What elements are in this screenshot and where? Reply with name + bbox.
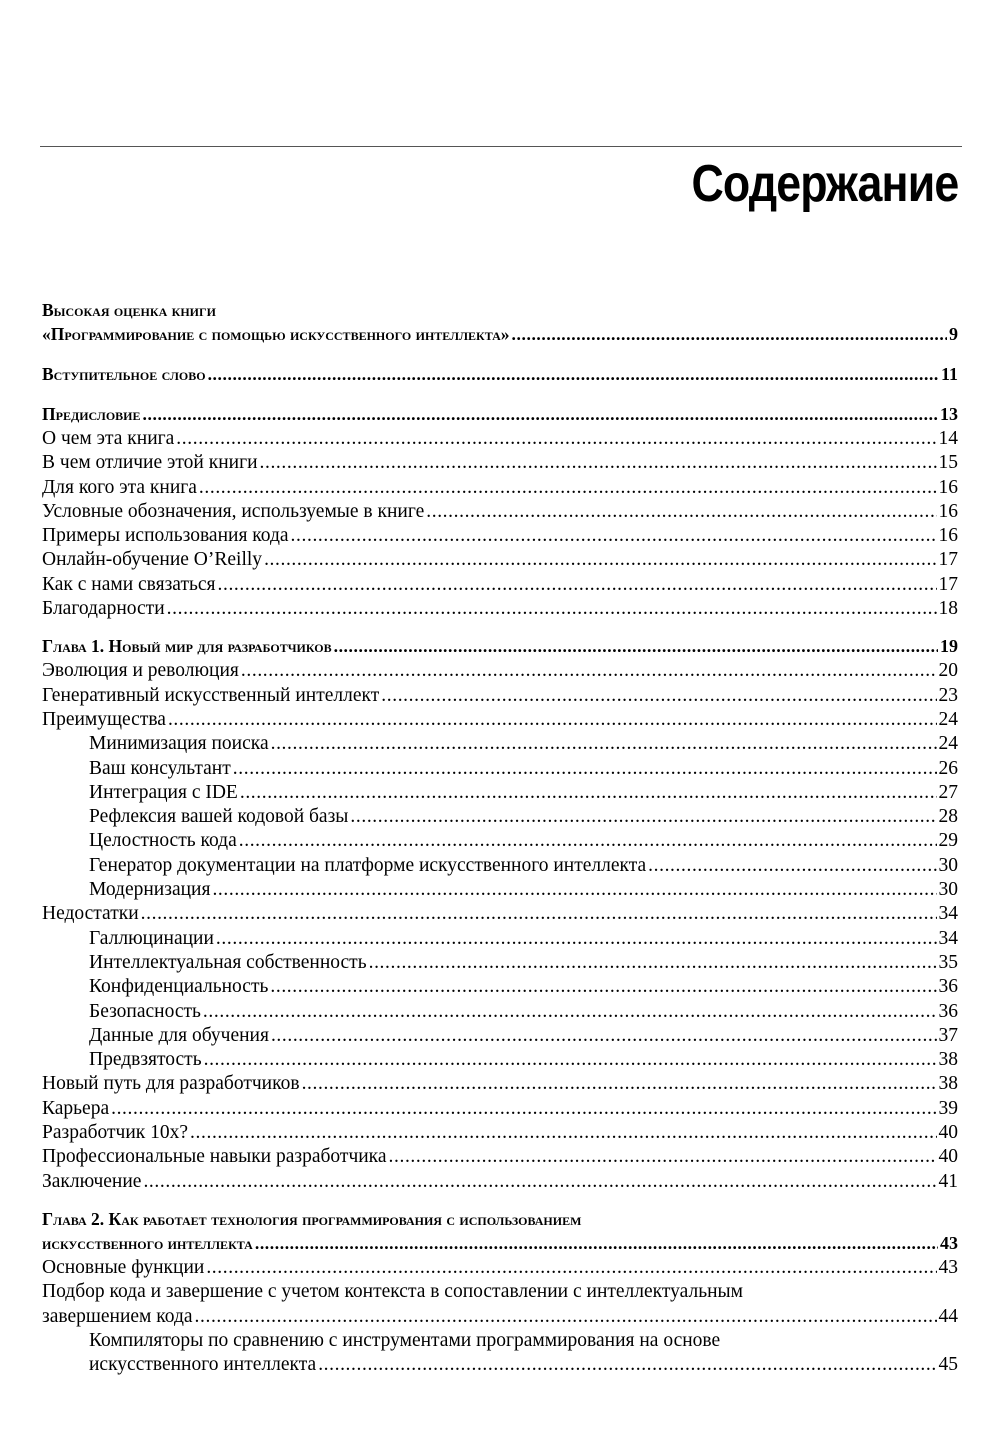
toc-subentry[interactable] <box>42 975 958 999</box>
dot-leader <box>239 829 937 853</box>
toc-entry-label: «Программирование с помощью искусственного интеллекта» <box>42 324 510 344</box>
toc-entry[interactable] <box>42 1170 958 1194</box>
toc-entry-label: искусственного интеллекта <box>42 1232 253 1253</box>
dot-leader <box>241 659 937 683</box>
toc-entry-label: Благодарности <box>42 598 165 620</box>
toc-entry-chapter-2-line1[interactable] <box>42 1207 958 1231</box>
toc-subentry[interactable] <box>42 829 958 853</box>
toc-subentry[interactable] <box>42 927 958 951</box>
toc-entry-label: Преимущества <box>42 708 166 730</box>
toc-subentry[interactable] <box>42 854 958 878</box>
toc-entry-label: Минимизация поиска <box>89 733 269 755</box>
toc-entry-label: В чем отличие этой книги <box>42 452 258 474</box>
toc-page-number: 16 <box>938 476 958 498</box>
toc-entry[interactable] <box>42 524 958 548</box>
toc-page-number: 30 <box>938 879 958 901</box>
toc-page-number: 37 <box>938 1024 958 1046</box>
toc-entry[interactable] <box>42 659 958 683</box>
toc-page-number: 44 <box>938 1305 958 1327</box>
toc-page-number: 38 <box>938 1049 958 1071</box>
dot-leader <box>264 548 936 572</box>
toc-entry-label: искусственного интеллекта <box>89 1354 317 1376</box>
dot-leader <box>111 1097 936 1121</box>
toc-entry-label: О чем эта книга <box>42 428 175 449</box>
dot-leader <box>426 500 936 524</box>
toc-entry[interactable] <box>42 1097 958 1121</box>
toc-entry-label: Для кого эта книга <box>42 476 197 498</box>
dot-leader <box>204 1048 937 1072</box>
toc-entry-label: Рефлексия вашей кодовой базы <box>89 806 349 828</box>
toc-entry[interactable] <box>42 1256 958 1280</box>
toc-subentry-line1[interactable] <box>42 1329 958 1353</box>
toc-entry-label: Эволюция и революция <box>42 660 239 682</box>
toc-entry-label: Генеративный искусственный интеллект <box>42 684 380 706</box>
dot-leader <box>168 708 937 732</box>
toc-entry-label: Модернизация <box>89 879 211 901</box>
dot-leader <box>206 1256 936 1280</box>
toc-page-number: 41 <box>938 1170 958 1192</box>
toc-entry[interactable] <box>42 573 958 597</box>
toc-subentry[interactable] <box>42 1024 958 1048</box>
dot-leader <box>255 1231 938 1256</box>
toc-entry-label: Заключение <box>42 1170 142 1192</box>
toc-page-number: 14 <box>938 428 958 449</box>
toc-page-number: 36 <box>938 1000 958 1022</box>
dot-leader <box>381 684 936 708</box>
toc-entry-label: Компиляторы по сравнению с инструментами программирования на основе <box>89 1329 721 1351</box>
toc-page-number: 34 <box>938 927 958 949</box>
toc-page-number: 27 <box>938 781 958 803</box>
toc-entry-label: Недостатки <box>42 903 139 925</box>
toc-entry-label: Глава 1. Новый мир для разработчиков <box>42 636 332 657</box>
toc-entry-label: Условные обозначения, используемые в книге <box>42 500 425 522</box>
toc-entry-label: Основные функции <box>42 1256 205 1278</box>
toc-page-number: 35 <box>938 951 958 973</box>
toc-page-number: 15 <box>938 452 958 474</box>
toc-entry[interactable] <box>42 902 958 926</box>
toc-page-number: 18 <box>938 598 958 620</box>
toc-subentry[interactable] <box>42 878 958 902</box>
toc-entry-label: Разработчик 10x? <box>42 1122 189 1144</box>
toc-page-number: 30 <box>938 854 958 876</box>
dot-leader <box>240 781 937 805</box>
toc-page-number: 34 <box>938 903 958 925</box>
toc-entry-label: Новый путь для разработчиков <box>42 1073 300 1095</box>
dot-leader <box>271 732 937 756</box>
toc-entry[interactable] <box>42 476 958 500</box>
toc-entry-label: Целостность кода <box>89 830 237 852</box>
toc-page-number: 38 <box>938 1073 958 1095</box>
dot-leader <box>190 1121 936 1145</box>
toc-entry-label: Генератор документации на платформе искусственного интеллекта <box>89 854 647 876</box>
toc-subentry[interactable] <box>42 732 958 756</box>
toc-entry-label: Карьера <box>42 1097 110 1119</box>
toc-page-number: 45 <box>938 1354 958 1376</box>
dot-leader <box>233 757 937 781</box>
dot-leader <box>143 402 938 427</box>
header-rule <box>40 146 962 147</box>
dot-leader <box>203 1000 937 1024</box>
toc-page-number: 17 <box>938 573 958 595</box>
toc-entry-label: Подбор кода и завершение с учетом контекста в сопоставлении с интеллектуальным <box>42 1281 743 1303</box>
toc-entry-label: Примеры использования кода <box>42 525 289 547</box>
dot-leader <box>318 1353 936 1377</box>
toc-entry-label: Профессиональные навыки разработчика <box>42 1146 387 1168</box>
toc-subentry[interactable] <box>42 1000 958 1024</box>
dot-leader <box>369 951 937 975</box>
dot-leader <box>260 451 937 475</box>
dot-leader <box>143 1170 936 1194</box>
toc-entry[interactable] <box>42 451 958 475</box>
toc-page-number: 23 <box>938 684 958 706</box>
toc-entry-label: Предвзятость <box>89 1049 202 1071</box>
toc-page-number: 28 <box>938 806 958 828</box>
toc-subentry[interactable] <box>42 1048 958 1072</box>
toc-page-number: 16 <box>938 525 958 547</box>
dot-leader <box>199 476 937 500</box>
toc-entry-label: Конфиденциальность <box>89 976 269 998</box>
toc-entry-chapter-1[interactable] <box>42 634 958 659</box>
toc-page-number: 26 <box>938 757 958 779</box>
toc-subentry[interactable] <box>42 1353 958 1377</box>
toc-entry-label: Галлюцинации <box>89 927 214 949</box>
toc-page-number: 29 <box>938 830 958 852</box>
toc-entry[interactable] <box>42 1145 958 1169</box>
dot-leader <box>302 1072 937 1096</box>
toc-subentry[interactable] <box>42 757 958 781</box>
dot-leader <box>271 1024 937 1048</box>
table-of-contents <box>42 298 958 1377</box>
dot-leader <box>216 927 937 951</box>
toc-subentry[interactable] <box>42 781 958 805</box>
toc-entry-preface[interactable] <box>42 402 958 427</box>
toc-page-number: 17 <box>938 549 958 571</box>
dot-leader <box>350 805 936 829</box>
toc-page-number: 39 <box>938 1097 958 1119</box>
toc-entry-label: Вступительное слово <box>42 364 206 384</box>
toc-entry-label: Интеллектуальная собственность <box>89 951 367 973</box>
toc-entry-label: Безопасность <box>89 1000 201 1022</box>
dot-leader <box>212 878 936 902</box>
toc-entry-line1[interactable] <box>42 1280 958 1304</box>
dot-leader <box>176 427 936 451</box>
toc-entry-foreword[interactable] <box>42 362 958 387</box>
dot-leader <box>167 597 937 621</box>
toc-entry-label: завершением кода <box>42 1305 193 1327</box>
toc-page-number: 36 <box>938 976 958 998</box>
toc-entry[interactable] <box>42 1121 958 1145</box>
toc-subentry[interactable] <box>42 805 958 829</box>
toc-entry[interactable] <box>42 500 958 524</box>
toc-entry-label: Глава 2. Как работает технология программирования с использованием <box>42 1208 582 1229</box>
dot-leader <box>648 854 936 878</box>
toc-page-number: 9 <box>949 324 958 344</box>
toc-entry[interactable] <box>42 708 958 732</box>
dot-leader <box>141 902 937 926</box>
toc-entry-chapter-2[interactable] <box>42 1231 958 1256</box>
toc-entry[interactable] <box>42 548 958 572</box>
toc-entry-label: Высокая оценка книги <box>42 300 216 320</box>
toc-page-number: 11 <box>940 364 958 384</box>
toc-page-number: 43 <box>938 1256 958 1278</box>
toc-subentry[interactable] <box>42 951 958 975</box>
dot-leader <box>208 362 939 387</box>
page-title: Содержание <box>691 155 958 213</box>
toc-entry-praise-line1[interactable] <box>42 298 958 322</box>
toc-page-number: 20 <box>938 660 958 682</box>
toc-entry[interactable] <box>42 1072 958 1096</box>
toc-page-number: 24 <box>938 708 958 730</box>
dot-leader <box>195 1305 937 1329</box>
dot-leader <box>334 634 938 659</box>
toc-entry[interactable] <box>42 427 958 451</box>
dot-leader <box>270 975 936 999</box>
toc-page-number: 13 <box>940 404 958 424</box>
toc-page-number: 43 <box>940 1232 958 1253</box>
toc-page-number: 16 <box>938 500 958 522</box>
toc-entry-label: Интеграция с IDE <box>89 781 238 803</box>
dot-leader <box>389 1145 937 1169</box>
toc-entry[interactable] <box>42 684 958 708</box>
toc-entry[interactable] <box>42 1305 958 1329</box>
dot-leader <box>218 573 937 597</box>
dot-leader <box>512 322 947 347</box>
toc-page-number: 40 <box>938 1146 958 1168</box>
toc-page-number: 40 <box>938 1122 958 1144</box>
toc-page-number: 19 <box>940 636 958 657</box>
toc-page-number: 24 <box>938 733 958 755</box>
toc-entry-label: Онлайн-обучение O’Reilly <box>42 549 263 571</box>
toc-entry[interactable] <box>42 597 958 621</box>
toc-entry-label: Предисловие <box>42 404 141 424</box>
dot-leader <box>291 524 937 548</box>
toc-entry-label: Ваш консультант <box>89 757 231 779</box>
toc-entry-label: Как с нами связаться <box>42 573 216 595</box>
toc-entry-praise[interactable] <box>42 322 958 347</box>
toc-entry-label: Данные для обучения <box>89 1024 269 1046</box>
